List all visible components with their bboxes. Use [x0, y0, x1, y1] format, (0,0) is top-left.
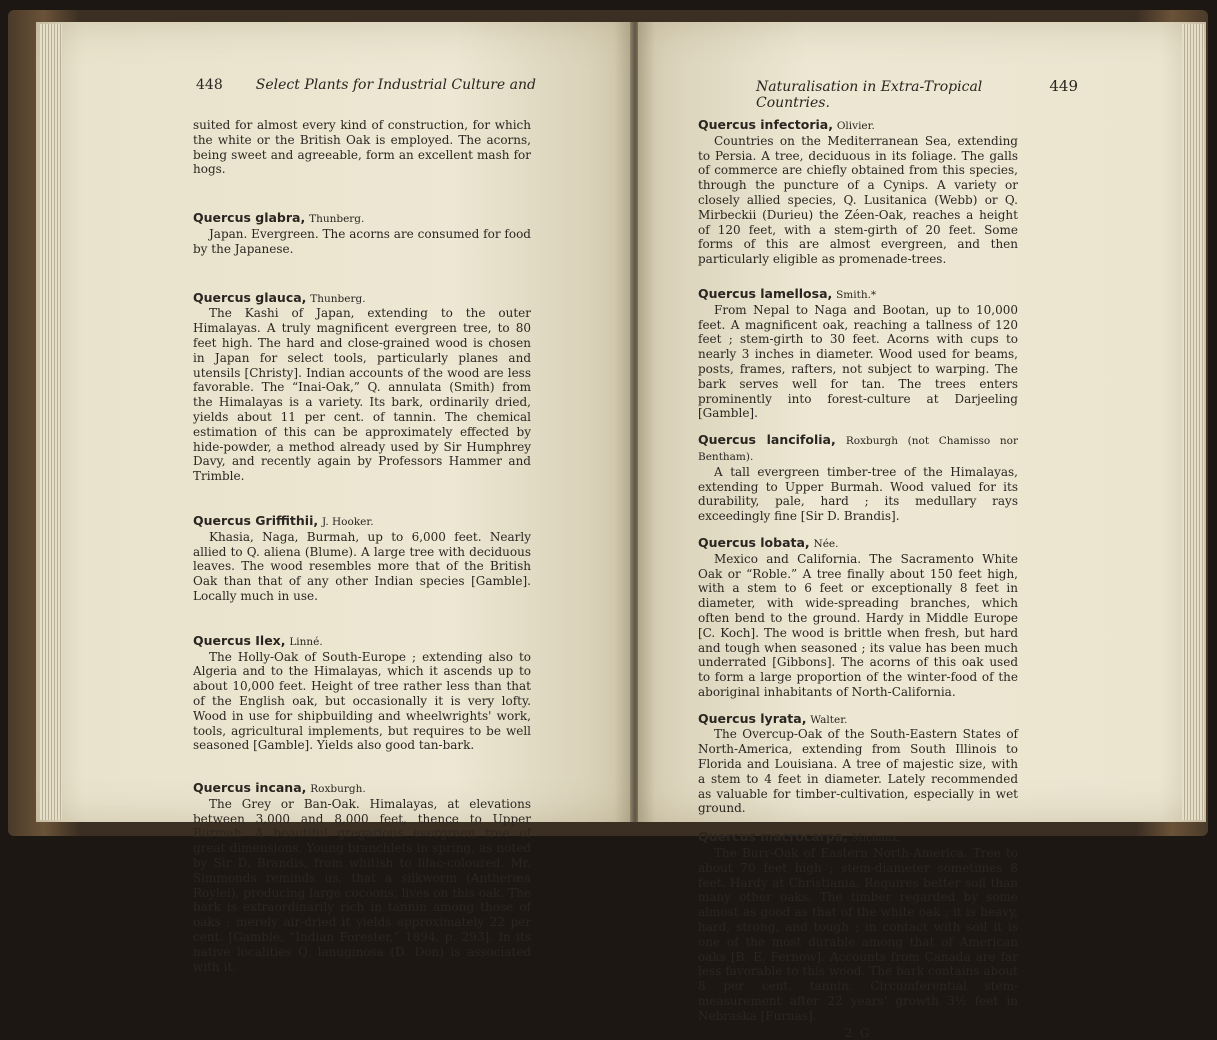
- entry-quercus-incana: [193, 781, 531, 974]
- left-page-edges: [40, 24, 62, 820]
- entry-quercus-lamellosa: [698, 287, 1018, 421]
- left-page-header: [196, 77, 536, 93]
- species-name: Quercus lancifolia,: [698, 432, 836, 448]
- species-name: Quercus glabra,: [193, 210, 306, 226]
- species-author: Née.: [813, 537, 839, 550]
- species-description: Khasia, Naga, Burmah, up to 6,000 feet. Nearly allied to Q. aliena (Blume). A large tree with deciduous leaves. The wood resembles more that of the British Oak than that of any other Indian species [Gamble]. Locally much in use.: [193, 529, 531, 603]
- species-name: Quercus glauca,: [193, 289, 307, 305]
- entry-quercus-infectoria: [698, 118, 1018, 267]
- species-name: Quercus lyrata,: [698, 710, 807, 726]
- entry-quercus-glauca: [193, 291, 531, 484]
- right-page-number: 449: [1049, 77, 1078, 95]
- species-name: Quercus infectoria,: [698, 117, 833, 132]
- entry-quercus-ilex: [193, 634, 531, 753]
- left-page: [36, 22, 632, 974]
- species-author: Roxburgh.: [310, 783, 366, 796]
- entry-quercus-griffithii: [193, 514, 531, 604]
- species-name: Quercus incana,: [193, 780, 307, 796]
- right-page-body: [698, 118, 1018, 1040]
- continuation-paragraph: suited for almost every kind of construction, for which the white or the British Oak is employed. The acorns, being sweet and agreeable, form an excellent mash for hogs.: [193, 118, 531, 177]
- species-name: Quercus lobata,: [698, 534, 810, 550]
- species-author: Thunberg.: [309, 213, 365, 226]
- species-author: Thunberg.: [310, 292, 366, 305]
- species-description: The Kashi of Japan, extending to the outer Himalayas. A truly magnificent evergreen tree, to 80 feet high. The hard and close-grained wood is chosen in Japan for select tools, particularly planes and utensils [Christy]. Indian accounts of the wood are less favorable. The “Inai-Oak,” Q. annulata (Smith) from the Himalayas is a variety. Its bark, ordinarily dried, yields about 11 per cent. of tannin. The chemical estimation of this can be approximately effected by hide-powder, a method already used by Sir Humphrey Davy, and recently again by Professors Hammer and Trimble.: [193, 306, 531, 484]
- entry-quercus-macrocarpa: [698, 830, 1018, 1023]
- species-author: Michaux.: [851, 832, 901, 845]
- species-description: The Overcup-Oak of the South-Eastern States of North-America, extending from South Illinois to Florida and Louisiana. A tree of majestic size, with a stem to 4 feet in diameter. Lately recommended as valuable for timber-cultivation, especially in wet ground.: [698, 727, 1018, 816]
- left-running-title: Select Plants for Industrial Culture and: [255, 77, 536, 93]
- species-author: J. Hooker.: [321, 515, 374, 528]
- species-name: Quercus Ilex,: [193, 632, 286, 648]
- species-description: Japan. Evergreen. The acorns are consumed for food by the Japanese.: [193, 226, 531, 256]
- species-name: Quercus lamellosa,: [698, 285, 833, 301]
- species-author: Smith.*: [836, 288, 877, 301]
- species-description: Countries on the Mediterranean Sea, extending to Persia. A tree, deciduous in its foliage. The galls of commerce are chiefly obtained from this species, through the puncture of a Cynips. A variety or closely allied species, Q. Lusitanica (Webb) or Q. Mirbeckii (Durieu) the Zéen-Oak, reaches a height of 120 feet, with a stem-girth of 20 feet. Some forms of this are almost evergreen, and then particularly eligible as promenade-trees.: [698, 133, 1018, 267]
- species-description: The Holly-Oak of South-Europe ; extending also to Algeria and to the Himalayas, which it ascends up to about 10,000 feet. Height of tree rather less than that of the English oak, but occasionally it is very lofty. Wood in use for shipbuilding and wheelwrights' work, tools, agricultural implements, but requires to be well seasoned [Gamble]. Yields also good tan-bark.: [193, 649, 531, 753]
- species-description: A tall evergreen timber-tree of the Himalayas, extending to Upper Burmah. Wood valued for its durability, pale, hard ; its medullary rays exceedingly fine [Sir D. Brandis].: [698, 464, 1018, 524]
- right-page: [638, 22, 1206, 1040]
- species-description: The Burr-Oak of Eastern North-America. Tree to about 70 feet high ; stem-diameter sometimes 8 feet. Hardy at Christiania. Requires better soil than many other oaks. The timber regarded by some almost as good as that of the white oak ; it is heavy, hard, strong, and tough ; in contact with soil it is one of the most durable among that of American oaks [B. E. Fernow]. Accounts from Canada are far less favorable to this wood. The bark contains about 8 per cent. tannin. Circumferential stem-measurement after 22 years' growth 3½ feet in Nebraska [Furnas].: [698, 846, 1018, 1023]
- entry-quercus-lancifolia: [698, 433, 1018, 524]
- right-running-title: Naturalisation in Extra-Tropical Countries.: [756, 79, 983, 111]
- entry-quercus-lobata: [698, 536, 1018, 700]
- right-page-edges: [1182, 24, 1204, 820]
- species-author: Olivier.: [836, 120, 875, 132]
- species-description: The Grey or Ban-Oak. Himalayas, at elevations between 3,000 and 8,000 feet, thence to Upper Burmah. A beautiful gregarious evergreen tree of great dimensions. Young branchlets in spring, as noted by Sir D. Brandis, from whitish to lilac-coloured. Mr. Simmonds reminds us, that a silkworm (Antheræa Roylei), producing large cocoons, lives on this oak. The bark is extraordinarily rich in tannin among those of oaks ; merely air-dried it yields approximately 22 per cent. [Gamble, “Indian Forester,” 1894, p. 293]. In its native localities Q. lanuginosa (D. Don) is associated with it.: [193, 796, 531, 974]
- right-page-header: [756, 77, 1078, 111]
- signature-mark: 2 G: [844, 1025, 872, 1040]
- species-author: Roxburgh (not Chamisso nor Bentham).: [698, 435, 1018, 463]
- species-description: From Nepal to Naga and Bootan, up to 10,000 feet. A magnificent oak, reaching a tallness of 120 feet ; stem-girth to 30 feet. Acorns with cups to nearly 3 inches in diameter. Wood used for beams, posts, frames, rafters, not subject to warping. The bark serves well for tan. The trees enters prominently into forest-culture at Darjeeling [Gamble].: [698, 302, 1018, 421]
- species-name: Quercus Griffithii,: [193, 512, 319, 528]
- species-author: Walter.: [810, 713, 848, 726]
- species-name: Quercus macrocarpa,: [698, 829, 849, 845]
- entry-quercus-lyrata: [698, 712, 1018, 817]
- species-author: Linné.: [289, 635, 323, 648]
- left-page-number: 448: [196, 77, 223, 93]
- species-description: Mexico and California. The Sacramento White Oak or “Roble.” A tree finally about 150 feet high, with a stem to 6 feet or exceptionally 8 feet in diameter, with wide-spreading branches, which often bend to the ground. Hardy in Middle Europe [C. Koch]. The wood is brittle when fresh, but hard and tough when seasoned ; its value has been much underrated [Gibbons]. The acorns of this oak used to form a large proportion of the winter-food of the aboriginal inhabitants of North-California.: [698, 551, 1018, 699]
- entry-quercus-glabra: [193, 211, 531, 256]
